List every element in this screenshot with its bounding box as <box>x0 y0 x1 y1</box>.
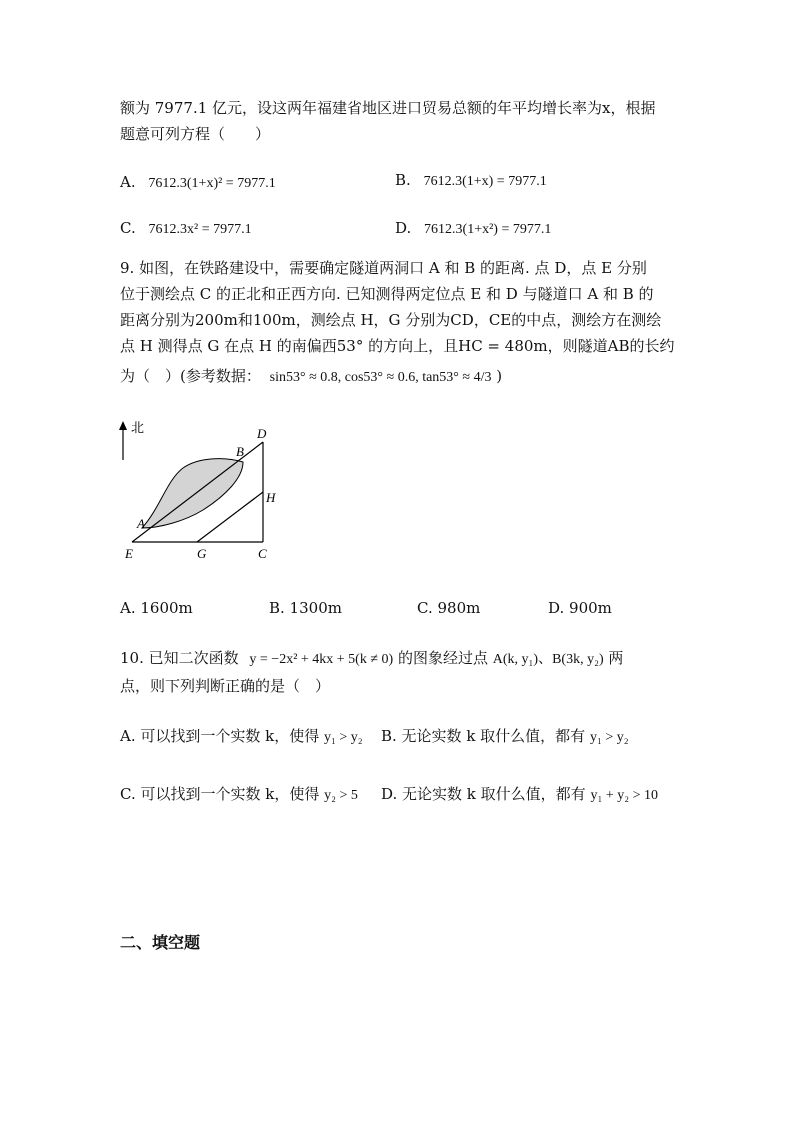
q10-option-a-text: A. 可以找到一个实数 k，使得 <box>120 727 320 745</box>
q10-option-c-text: C. 可以找到一个实数 k，使得 <box>120 785 320 803</box>
q9-line5 <box>120 366 502 388</box>
q9-figure <box>115 418 295 568</box>
q9-line5-close: ) <box>496 367 503 385</box>
q8-option-a <box>120 172 276 194</box>
q10-option-a <box>120 726 363 748</box>
q8-option-b-label: B. <box>395 171 411 189</box>
north-label: 北 <box>131 420 145 435</box>
label-d: D <box>257 426 267 441</box>
north-arrow-head <box>119 421 127 430</box>
q10-option-b-text: B. 无论实数 k 取什么值，都有 <box>381 727 586 745</box>
q9-line3: 距离分别为200m和100m，测绘点 H，G 分别为CD，CE的中点，测绘方在测绘 <box>120 311 662 329</box>
q10-option-b-formula: y₁ > y₂ <box>589 730 629 745</box>
q10-option-c-formula: y₂ > 5 <box>324 788 358 803</box>
q10-line1-text3: 两 <box>608 649 624 667</box>
q8-option-d <box>395 218 551 240</box>
q9-option-a: A. 1600m <box>120 599 193 617</box>
q10-option-c <box>120 784 358 806</box>
q10-points: A(k, y₁)、B(3k, y₂) <box>492 652 604 667</box>
q8-option-b <box>395 170 547 192</box>
q10-option-b <box>381 726 629 748</box>
q9-option-d: D. 900m <box>548 599 612 617</box>
q10-line2: 点，则下列判断正确的是（ ） <box>120 677 331 695</box>
q10-line1-text: 10. 已知二次函数 <box>120 649 239 667</box>
label-c: C <box>258 546 267 561</box>
q8-option-d-formula: 7612.3(1+x²) = 7977.1 <box>424 222 552 237</box>
q8-option-c-label: C. <box>120 219 136 237</box>
q9-reference-data: sin53° ≈ 0.8, cos53° ≈ 0.6, tan53° ≈ 4/3 <box>269 370 492 385</box>
q9-line5-text: 为（ ）(参考数据： <box>120 367 261 385</box>
q9-line4: 点 H 测得点 G 在点 H 的南偏西53° 的方向上，且HC = 480m，则隧道AB的长约 <box>120 337 675 355</box>
q9-option-b: B. 1300m <box>269 599 342 617</box>
q8-option-c-formula: 7612.3x² = 7977.1 <box>148 222 252 237</box>
q8-option-a-label: A. <box>120 173 136 191</box>
q8-line2: 题意可列方程（ ） <box>120 125 271 143</box>
q9-option-c: C. 980m <box>417 599 481 617</box>
q8-option-b-formula: 7612.3(1+x) = 7977.1 <box>423 174 547 189</box>
q8-option-d-label: D. <box>395 219 412 237</box>
label-g: G <box>197 546 207 561</box>
q8-option-a-formula: 7612.3(1+x)² = 7977.1 <box>148 176 276 191</box>
q10-option-d <box>381 784 658 806</box>
q10-function: y = −2x² + 4kx + 5(k ≠ 0) <box>249 652 394 667</box>
q9-line2: 位于测绘点 C 的正北和正西方向. 已知测得两定位点 E 和 D 与隧道口 A 和 B 的 <box>120 285 654 303</box>
label-h: H <box>266 490 276 505</box>
label-e: E <box>125 546 133 561</box>
q10-option-d-formula: y₁ + y₂ > 10 <box>590 788 658 803</box>
label-a: A <box>137 516 145 531</box>
section-title: 二、填空题 <box>120 933 201 952</box>
q10-line1-text2: 的图象经过点 <box>397 649 488 667</box>
q8-line1: 额为 7977.1 亿元，设这两年福建省地区进口贸易总额的年平均增长率为x，根据 <box>120 99 656 117</box>
q9-line1: 9. 如图，在铁路建设中，需要确定隧道两洞口 A 和 B 的距离. 点 D，点 E 分别 <box>120 259 647 277</box>
q10-option-a-formula: y₁ > y₂ <box>324 730 363 745</box>
q10-line1 <box>120 648 623 670</box>
label-b: B <box>236 444 244 459</box>
q8-option-c <box>120 218 252 240</box>
q10-option-d-text: D. 无论实数 k 取什么值，都有 <box>381 785 586 803</box>
